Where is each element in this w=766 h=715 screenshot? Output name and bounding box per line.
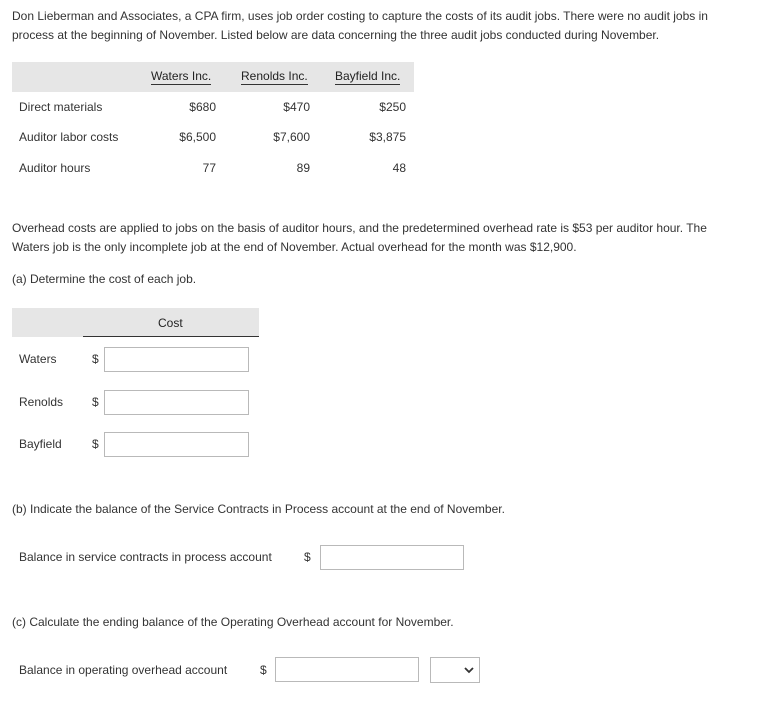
bayfield-dollar-sign: $ xyxy=(92,437,99,451)
table-header-band xyxy=(12,62,414,92)
cost-column-header: Cost xyxy=(158,316,183,330)
column-header-waters: Waters Inc. xyxy=(151,69,212,83)
part-a-prompt: (a) Determine the cost of each job. xyxy=(12,272,197,286)
table-row xyxy=(12,130,414,148)
column-header-bayfield: Bayfield Inc. xyxy=(335,69,401,83)
table-row xyxy=(12,161,414,179)
job-data-table xyxy=(12,62,414,187)
renolds-cost-input[interactable] xyxy=(104,390,249,415)
overhead-balance-type-select[interactable] xyxy=(430,657,480,683)
overhead-line-1: Overhead costs are applied to jobs on the basis of auditor hours, and the predetermined overhead rate is $53 per auditor hour. The xyxy=(12,221,707,235)
cost-header-band xyxy=(12,308,259,337)
cell-waters: $680 xyxy=(189,100,216,114)
cost-header-underline xyxy=(83,336,259,337)
row-label: Auditor labor costs xyxy=(19,130,119,144)
renolds-dollar-sign: $ xyxy=(92,395,99,409)
overhead-paragraph xyxy=(12,219,757,257)
part-b-prompt: (b) Indicate the balance of the Service Contracts in Process account at the end of November. xyxy=(12,502,505,516)
waters-cost-input[interactable] xyxy=(104,347,249,372)
overhead-line-2: Waters job is the only incomplete job at the end of November. Actual overhead for the month was $12,900. xyxy=(12,240,577,254)
operating-overhead-balance-label: Balance in operating overhead account xyxy=(19,663,228,677)
cell-renolds: 89 xyxy=(296,161,310,175)
row-label: Auditor hours xyxy=(19,161,91,175)
cell-waters: 77 xyxy=(202,161,216,175)
operating-overhead-dollar-sign: $ xyxy=(260,663,267,677)
cell-renolds: $7,600 xyxy=(273,130,310,144)
part-c-prompt: (c) Calculate the ending balance of the Operating Overhead account for November. xyxy=(12,615,454,629)
chevron-down-icon xyxy=(464,664,474,676)
service-contracts-dollar-sign: $ xyxy=(304,550,311,564)
cell-waters: $6,500 xyxy=(179,130,216,144)
bayfield-cost-input[interactable] xyxy=(104,432,249,457)
waters-dollar-sign: $ xyxy=(92,352,99,366)
intro-line-2: process at the beginning of November. Listed below are data concerning the three audit jobs conducted during November. xyxy=(12,28,660,42)
service-contracts-balance-input[interactable] xyxy=(320,545,464,570)
row-label: Direct materials xyxy=(19,100,103,114)
cell-bayfield: 48 xyxy=(392,161,406,175)
cell-bayfield: $250 xyxy=(379,100,406,114)
intro-paragraph xyxy=(12,7,757,45)
cell-bayfield: $3,875 xyxy=(369,130,406,144)
intro-line-1: Don Lieberman and Associates, a CPA firm, uses job order costing to capture the costs of its audit jobs. There were no audit jobs in xyxy=(12,9,708,23)
table-row xyxy=(12,100,414,118)
part-a-header xyxy=(12,308,259,338)
bayfield-label: Bayfield xyxy=(19,437,62,451)
waters-label: Waters xyxy=(19,352,57,366)
renolds-label: Renolds xyxy=(19,395,64,409)
column-header-renolds: Renolds Inc. xyxy=(241,69,308,83)
operating-overhead-balance-input[interactable] xyxy=(275,657,419,682)
service-contracts-balance-label: Balance in service contracts in process account xyxy=(19,550,272,564)
cell-renolds: $470 xyxy=(283,100,310,114)
